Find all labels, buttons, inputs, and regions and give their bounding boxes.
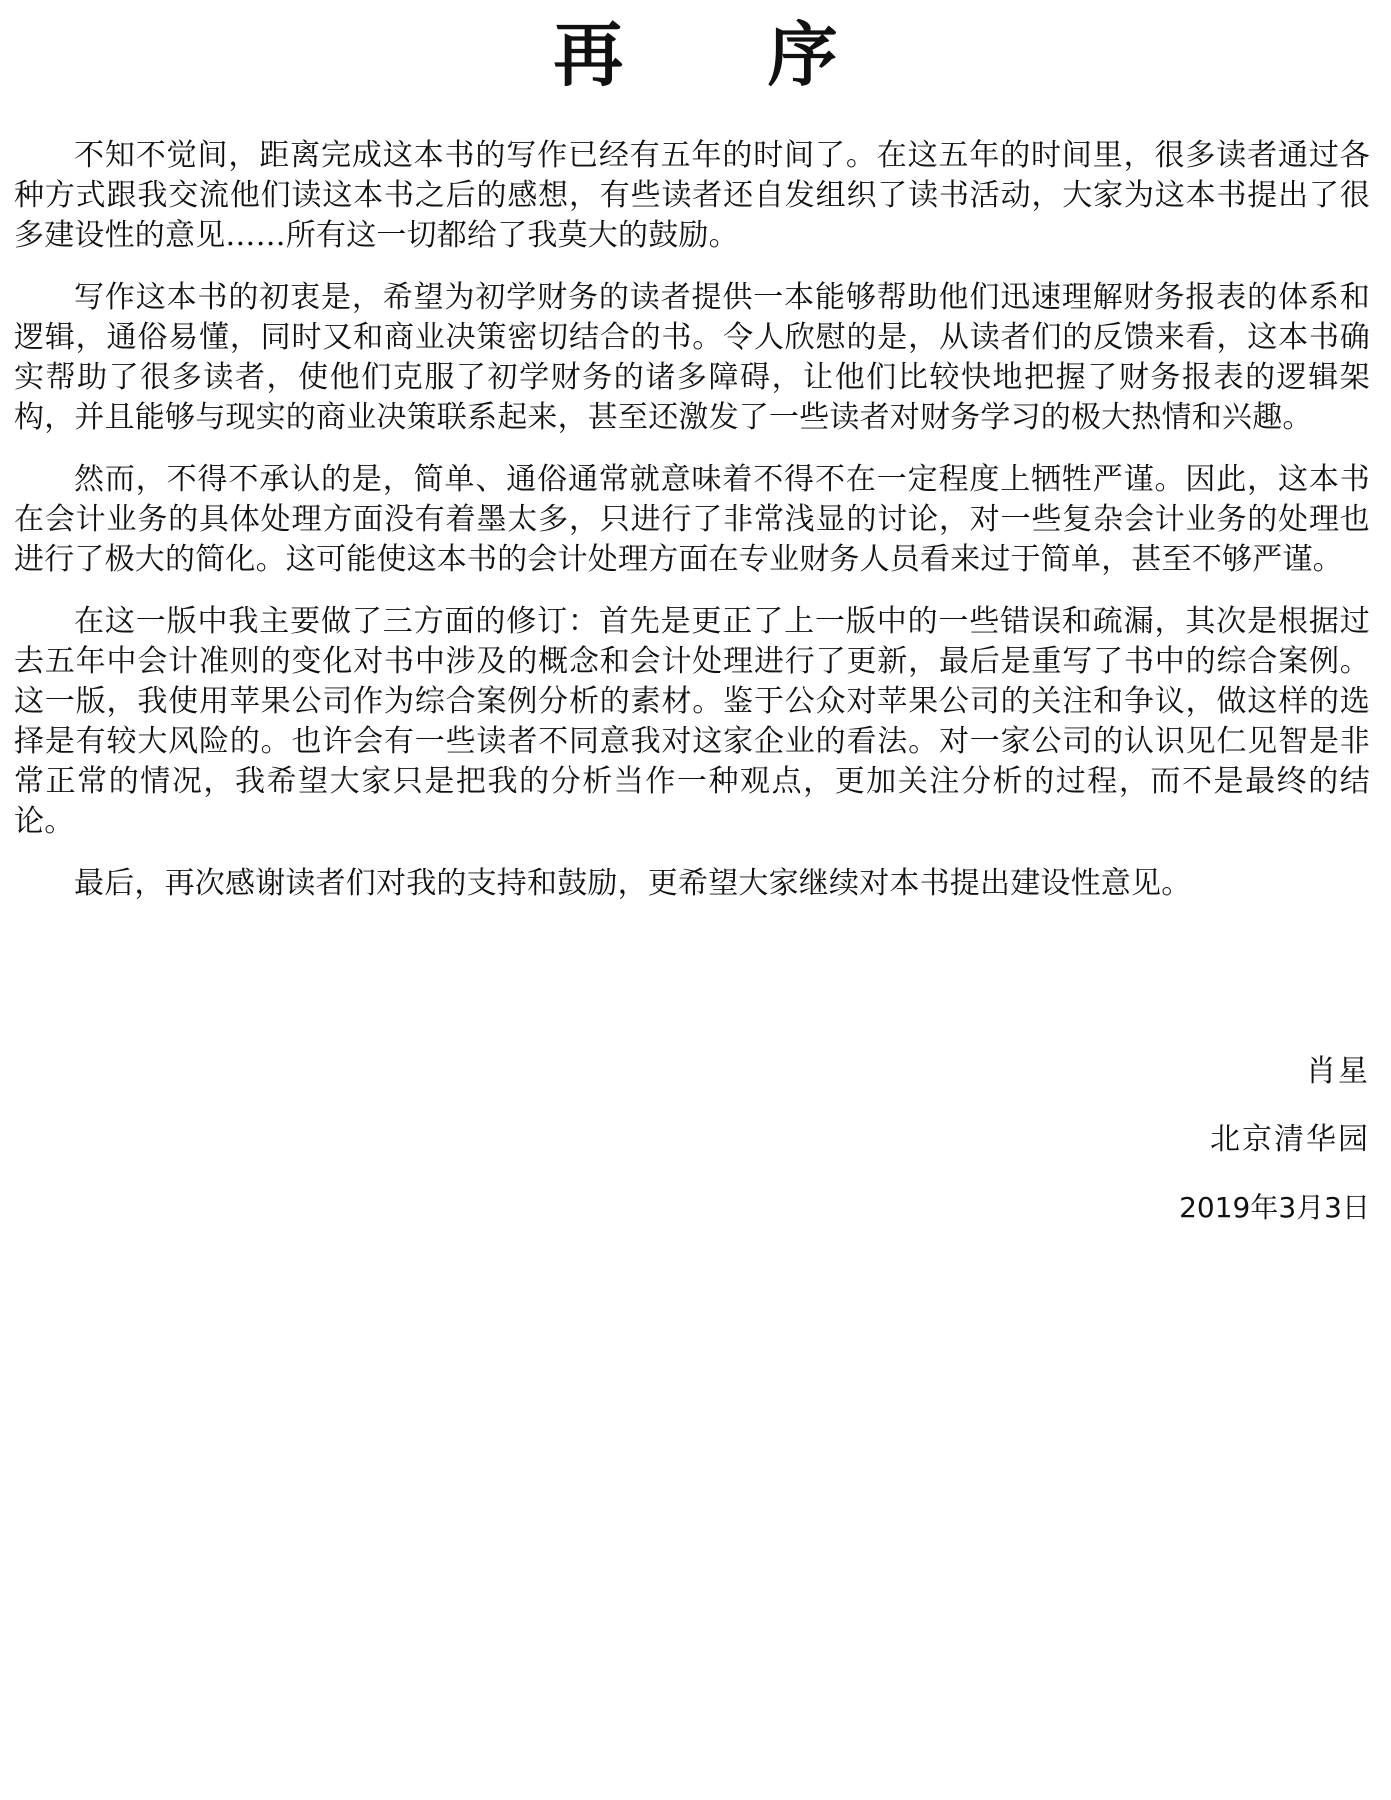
signature-author: 肖星 bbox=[1306, 1054, 1370, 1089]
preface-body bbox=[14, 136, 1370, 926]
paragraph-4: 在这一版中我主要做了三方面的修订：首先是更正了上一版中的一些错误和疏漏，其次是根据过去五年中会计准则的变化对书中涉及的概念和会计处理进行了更新，最后是重写了书中的综合案例。这一版，我使用苹果公司作为综合案例分析的素材。鉴于公众对苹果公司的关注和争议，做这样的选择是有较大风险的。也许会有一些读者不同意我对这家企业的看法。对一家公司的认识见仁见智是非常正常的情况，我希望大家只是把我的分析当作一种观点，更加关注分析的过程，而不是最终的结论。 bbox=[14, 604, 1370, 839]
signature-date: 2019年3月3日 bbox=[1179, 1191, 1370, 1224]
paragraph-2: 写作这本书的初衷是，希望为初学财务的读者提供一本能够帮助他们迅速理解财务报表的体系和逻辑，通俗易懂，同时又和商业决策密切结合的书。令人欣慰的是，从读者们的反馈来看，这本书确实帮助了很多读者，使他们克服了初学财务的诸多障碍，让他们比较快地把握了财务报表的逻辑架构，并且能够与现实的商业决策联系起来，甚至还激发了一些读者对财务学习的极大热情和兴趣。 bbox=[14, 280, 1370, 435]
page-title: 再 序 bbox=[553, 14, 898, 96]
paragraph-1: 不知不觉间，距离完成这本书的写作已经有五年的时间了。在这五年的时间里，很多读者通过各种方式跟我交流他们读这本书之后的感想，有些读者还自发组织了读书活动，大家为这本书提出了很多建设性的意见……所有这一切都给了我莫大的鼓励。 bbox=[14, 138, 1370, 253]
paragraph-3: 然而，不得不承认的是，简单、通俗通常就意味着不得不在一定程度上牺牲严谨。因此，这本书在会计业务的具体处理方面没有着墨太多，只进行了非常浅显的讨论，对一些复杂会计业务的处理也进行了极大的简化。这可能使这本书的会计处理方面在专业财务人员看来过于简单，甚至不够严谨。 bbox=[14, 462, 1370, 577]
signature-place: 北京清华园 bbox=[1210, 1122, 1370, 1157]
paragraph-5: 最后，再次感谢读者们对我的支持和鼓励，更希望大家继续对本书提出建设性意见。 bbox=[74, 866, 1192, 901]
